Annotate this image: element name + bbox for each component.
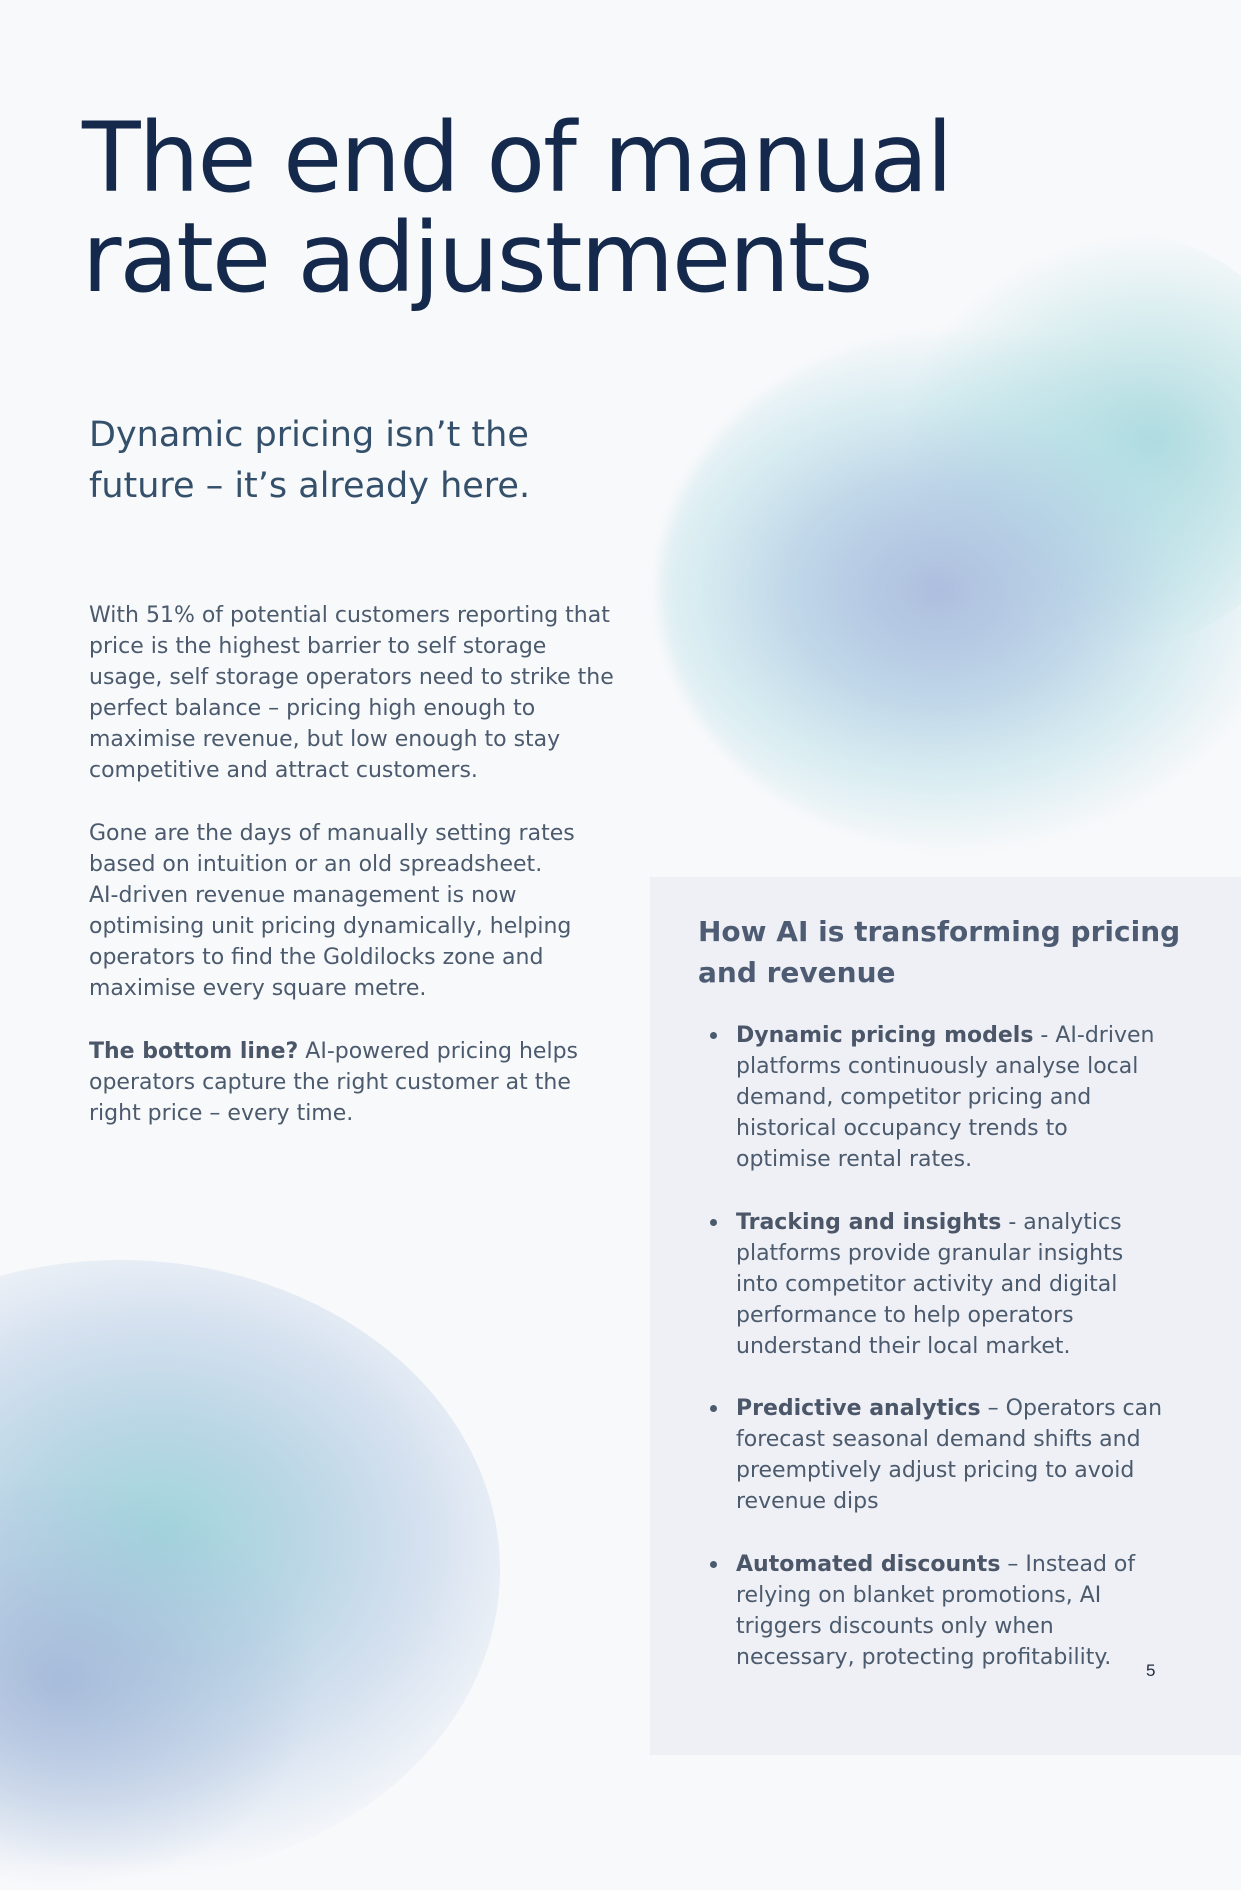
bottom-line-paragraph <box>89 1036 649 1129</box>
bullet-dot-icon <box>710 1405 717 1412</box>
list-item-title: Tracking and insights <box>736 1210 1002 1235</box>
body-paragraph-2-line: operators to find the Goldilocks zone and <box>89 945 544 970</box>
body-paragraph-1-line: competitive and attract customers. <box>89 758 478 783</box>
panel-heading-line-1: How AI is transforming pricing <box>698 915 1181 948</box>
list-item-title: Predictive analytics <box>736 1396 981 1421</box>
body-paragraph-2 <box>89 818 649 1004</box>
list-item-line: historical occupancy trends to <box>736 1116 1068 1141</box>
body-paragraph-1-line: price is the highest barrier to self storage <box>89 634 547 659</box>
bullet-dot-icon <box>710 1219 717 1226</box>
body-paragraph-2-line: AI-driven revenue management is now <box>89 883 517 908</box>
list-item-text <box>736 1393 1162 1517</box>
list-item-first-line <box>736 1020 1154 1051</box>
page-subtitle <box>89 410 609 512</box>
list-item-line: into competitor activity and digital <box>736 1272 1118 1297</box>
body-paragraph-2-line: Gone are the days of manually setting rates <box>89 821 575 846</box>
list-item-text <box>736 1020 1154 1175</box>
list-item-line: relying on blanket promotions, AI <box>736 1583 1102 1608</box>
page-title-line-1: The end of manual <box>82 102 951 214</box>
list-item-title: Automated discounts <box>736 1552 1001 1577</box>
list-item-line: necessary, protecting profitability. <box>736 1645 1112 1670</box>
bullet-dot-icon <box>710 1561 717 1568</box>
panel-heading <box>698 911 1180 993</box>
list-item-line: revenue dips <box>736 1489 879 1514</box>
page-title <box>82 102 1182 314</box>
list-item-first-line <box>736 1549 1135 1580</box>
list-item-line: forecast seasonal demand shifts and <box>736 1427 1141 1452</box>
list-item-lead: - AI-driven <box>1033 1023 1155 1048</box>
background-gradient-blue-right <box>660 330 1241 850</box>
page-number: 5 <box>1146 1661 1156 1680</box>
list-item-title: Dynamic pricing models <box>736 1023 1034 1048</box>
body-paragraph-1-line: usage, self storage operators need to strike the <box>89 665 614 690</box>
background-gradient-teal-bottom-left <box>0 1260 500 1880</box>
list-item-line: platforms continuously analyse local <box>736 1054 1139 1079</box>
list-item-line: triggers discounts only when <box>736 1614 1054 1639</box>
list-item-first-line <box>736 1207 1123 1238</box>
panel-heading-line-2: and revenue <box>698 956 896 989</box>
page-subtitle-line-1: Dynamic pricing isn’t the <box>89 415 529 455</box>
body-paragraph-2-line: maximise every square metre. <box>89 976 427 1001</box>
list-item-line: demand, competitor pricing and <box>736 1085 1092 1110</box>
bottom-line-text: AI-powered pricing helps <box>298 1039 579 1064</box>
list-item-lead: – Instead of <box>1000 1552 1136 1577</box>
list-item-text <box>736 1207 1123 1362</box>
page-subtitle-line-2: future – it’s already here. <box>89 466 531 506</box>
bullet-dot-icon <box>710 1032 717 1039</box>
list-item-line: optimise rental rates. <box>736 1147 973 1172</box>
body-paragraph-1-line: maximise revenue, but low enough to stay <box>89 727 561 752</box>
list-item-line: platforms provide granular insights <box>736 1241 1124 1266</box>
list-item-first-line <box>736 1393 1162 1424</box>
bottom-line-line-3: right price – every time. <box>89 1101 354 1126</box>
bottom-line-line-2: operators capture the right customer at the <box>89 1070 571 1095</box>
list-item-lead: - analytics <box>1001 1210 1122 1235</box>
ai-pricing-sidebar-panel <box>650 877 1241 1755</box>
body-paragraph-2-line: based on intuition or an old spreadsheet. <box>89 852 543 877</box>
bottom-line-label: The bottom line? <box>89 1039 299 1064</box>
list-item-line: understand their local market. <box>736 1334 1071 1359</box>
list-item-line: performance to help operators <box>736 1303 1074 1328</box>
list-item-text <box>736 1549 1135 1673</box>
body-paragraph-1 <box>89 600 649 786</box>
background-gradient-blue-bottom-left <box>0 1470 320 1890</box>
bottom-line-first-line <box>89 1036 649 1067</box>
body-paragraph-1-line: perfect balance – pricing high enough to <box>89 696 536 721</box>
body-paragraph-1-line: With 51% of potential customers reporting that <box>89 603 610 628</box>
list-item-lead: – Operators can <box>980 1396 1163 1421</box>
page-title-line-2: rate adjustments <box>82 202 872 314</box>
list-item-line: preemptively adjust pricing to avoid <box>736 1458 1135 1483</box>
body-paragraph-2-line: optimising unit pricing dynamically, helping <box>89 914 572 939</box>
